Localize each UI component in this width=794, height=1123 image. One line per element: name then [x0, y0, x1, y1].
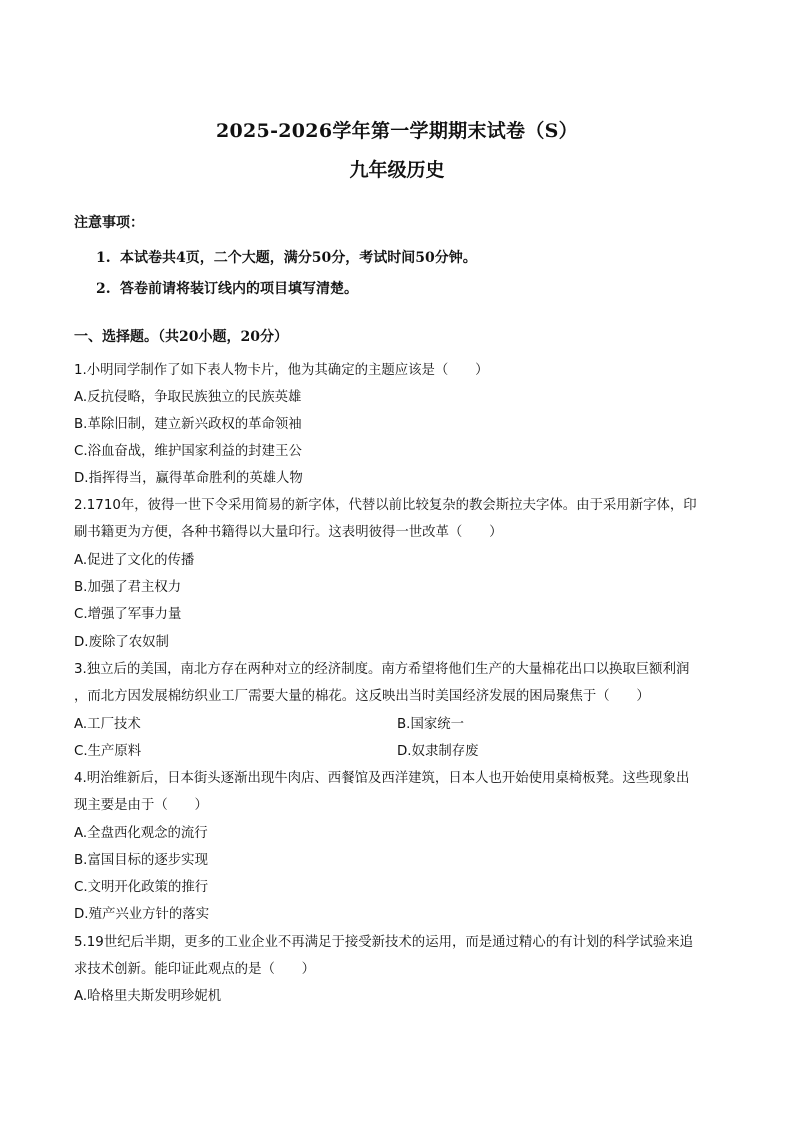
question-1-option-d: D.指挥得当，赢得革命胜利的英雄人物: [74, 471, 303, 486]
question-5-stem-line-2: 求技术创新。能印证此观点的是（ ）: [74, 962, 316, 977]
question-3-stem-line-2: ，而北方因发展棉纺织业工厂需要大量的棉花。这反映出当时美国经济发展的困局聚焦于（ ）: [74, 689, 650, 704]
exam-subtitle: 九年级历史: [349, 159, 445, 181]
question-4-option-a: A.全盘西化观念的流行: [74, 826, 208, 841]
exam-title: 2025-2026学年第一学期期末试卷（S）: [216, 120, 578, 142]
notice-item-text: 本试卷共4页，二个大题，满分50分，考试时间50分钟。: [120, 250, 477, 266]
question-1-option-c: C.浴血奋战，维护国家利益的封建王公: [74, 444, 302, 459]
notice-item-number: 1.: [96, 250, 111, 266]
question-2-option-c: C.增强了军事力量: [74, 607, 182, 622]
question-3-option-d: D.奴隶制存废: [397, 744, 479, 759]
question-4-option-c: C.文明开化政策的推行: [74, 880, 209, 895]
question-2-option-b: B.加强了君主权力: [74, 580, 182, 595]
question-2-stem-line-2: 刷书籍更为方便，各种书籍得以大量印行。这表明彼得一世改革（ ）: [74, 525, 503, 540]
notice-item-number: 2.: [96, 281, 111, 297]
question-1-stem: 1.小明同学制作了如下表人物卡片，他为其确定的主题应该是（ ）: [74, 363, 489, 378]
notice-item-text: 答卷前请将装订线内的项目填写清楚。: [120, 281, 358, 297]
question-2-option-a: A.促进了文化的传播: [74, 553, 195, 568]
question-4-stem-line-2: 现主要是由于（ ）: [74, 798, 208, 813]
section-heading: 一、选择题。（共20小题，20分）: [74, 329, 288, 345]
question-4-stem-line-1: 4.明治维新后，日本街头逐渐出现牛肉店、西餐馆及西洋建筑，日本人也开始使用桌椅板凳。这些现象出: [74, 771, 690, 786]
question-3-option-a: A.工厂技术: [74, 717, 141, 732]
question-4-option-b: B.富国目标的逐步实现: [74, 853, 208, 868]
question-3-option-c: C.生产原料: [74, 744, 142, 759]
question-2-option-d: D.废除了农奴制: [74, 635, 169, 650]
question-1-option-a: A.反抗侵略，争取民族独立的民族英雄: [74, 390, 302, 405]
notice-heading: 注意事项：: [74, 215, 144, 231]
question-5-stem-line-1: 5.19世纪后半期，更多的工业企业不再满足于接受新技术的运用，而是通过精心的有计划的科学试验来追: [74, 935, 693, 950]
question-5-option-a: A.哈格里夫斯发明珍妮机: [74, 989, 222, 1004]
notice-item: [96, 278, 358, 298]
question-3-stem-line-1: 3.独立后的美国，南北方存在两种对立的经济制度。南方希望将他们生产的大量棉花出口以换取巨额利润: [74, 662, 690, 677]
question-3-option-b: B.国家统一: [397, 717, 465, 732]
question-2-stem-line-1: 2.1710年，彼得一世下令采用简易的新字体，代替以前比较复杂的教会斯拉夫字体。由于采用新字体，印: [74, 498, 697, 513]
question-1-option-b: B.革除旧制，建立新兴政权的革命领袖: [74, 417, 302, 432]
question-4-option-d: D.殖产兴业方针的落实: [74, 907, 210, 922]
notice-item: [96, 247, 477, 267]
